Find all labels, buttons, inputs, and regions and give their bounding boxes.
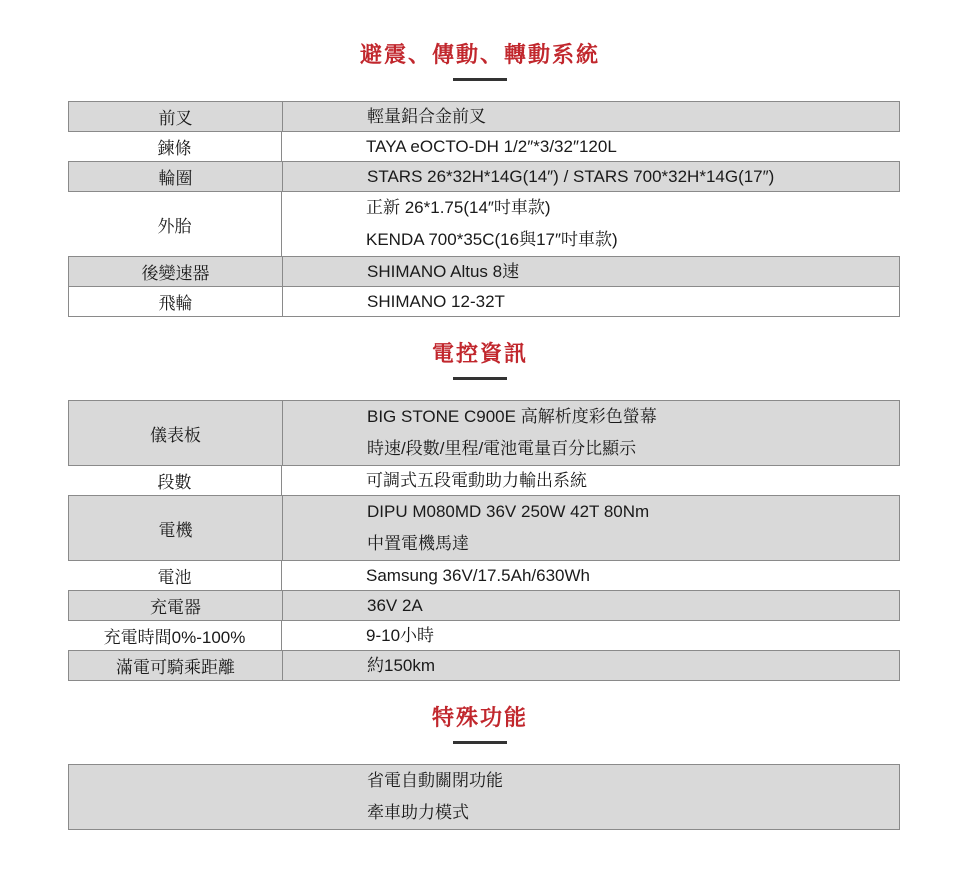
row-label: 滿電可騎乘距離 (69, 651, 283, 680)
table-row (68, 561, 900, 591)
table-row (68, 257, 900, 287)
table-row (68, 621, 900, 651)
value-line: Samsung 36V/17.5Ah/630Wh (366, 566, 590, 585)
section-title: 避震、傳動、轉動系統 (359, 42, 600, 67)
spec-section-suspension-transmission (0, 42, 960, 317)
section-title: 電控資訊 (431, 341, 528, 366)
table-row (68, 496, 900, 561)
value-line: SHIMANO Altus 8速 (367, 262, 520, 281)
row-value (283, 401, 899, 465)
row-value (282, 561, 900, 590)
row-value (283, 591, 899, 620)
spec-section-special-functions (0, 705, 960, 830)
title-underline (453, 377, 507, 380)
row-value (283, 765, 899, 829)
value-line: 正新 26*1.75(14″吋車款) (366, 198, 551, 217)
spec-table (68, 101, 900, 317)
row-label: 儀表板 (69, 401, 283, 465)
row-value (283, 257, 899, 286)
table-row (68, 132, 900, 162)
row-label: 鍊條 (68, 132, 282, 161)
value-line: 9-10小時 (366, 626, 435, 645)
row-value (283, 162, 899, 191)
table-row (68, 101, 900, 132)
row-value (283, 102, 899, 131)
row-label: 飛輪 (69, 287, 283, 316)
table-row (68, 400, 900, 466)
value-line: 輕量鋁合金前叉 (367, 107, 486, 126)
value-line: 可調式五段電動助力輸出系統 (366, 471, 587, 490)
row-label: 後變速器 (69, 257, 283, 286)
value-line: DIPU M080MD 36V 250W 42T 80Nm (367, 502, 650, 521)
table-row (68, 466, 900, 496)
table-row (68, 287, 900, 317)
value-line: SHIMANO 12-32T (367, 292, 505, 311)
row-label: 充電時間0%-100% (68, 621, 282, 650)
table-row (68, 591, 900, 621)
row-label: 段數 (68, 466, 282, 495)
row-value (283, 287, 899, 316)
table-row (68, 192, 900, 257)
row-value (282, 466, 900, 495)
table-row (68, 651, 900, 681)
table-row (68, 764, 900, 830)
row-label: 輪圈 (69, 162, 283, 191)
value-line: 時速/段數/里程/電池電量百分比顯示 (367, 439, 637, 458)
row-label: 前叉 (69, 102, 283, 131)
value-line: TAYA eOCTO-DH 1/2″*3/32″120L (366, 137, 617, 156)
value-line: STARS 26*32H*14G(14″) / STARS 700*32H*14G(17″) (367, 167, 775, 186)
value-line: KENDA 700*35C(16與17″吋車款) (366, 230, 618, 249)
value-line: 36V 2A (367, 596, 423, 615)
row-label: 充電器 (69, 591, 283, 620)
row-value (282, 621, 900, 650)
value-line: BIG STONE C900E 高解析度彩色螢幕 (367, 407, 657, 426)
table-row (68, 162, 900, 192)
spec-table (68, 400, 900, 681)
section-title: 特殊功能 (431, 705, 528, 730)
row-value (282, 192, 900, 256)
value-line: 約150km (367, 656, 436, 675)
value-line: 中置電機馬達 (367, 534, 469, 553)
spec-section-electronic-control (0, 341, 960, 681)
row-value (282, 132, 900, 161)
value-line: 牽車助力模式 (367, 803, 469, 822)
row-label (69, 765, 283, 829)
row-value (283, 496, 899, 560)
row-label: 電機 (69, 496, 283, 560)
spec-table (68, 764, 900, 830)
title-underline (453, 741, 507, 744)
row-label: 電池 (68, 561, 282, 590)
row-value (283, 651, 899, 680)
title-underline (453, 78, 507, 81)
value-line: 省電自動關閉功能 (367, 771, 503, 790)
row-label: 外胎 (68, 192, 282, 256)
spec-sections-container (0, 42, 960, 830)
